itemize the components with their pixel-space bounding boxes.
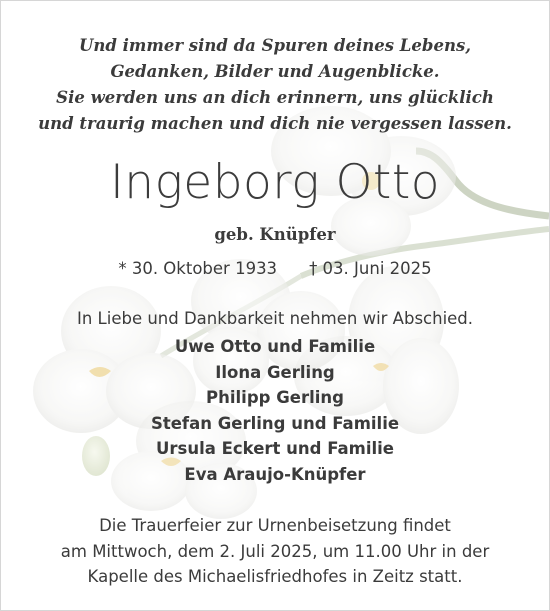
mourner-name: Uwe Otto und Familie	[174, 337, 376, 356]
mourner-name: Ursula Eckert und Familie	[155, 439, 395, 458]
funeral-service-info	[1, 513, 549, 590]
poem-line: und traurig machen und dich nie vergessen lassen.	[38, 114, 512, 133]
mourner-name: Philipp Gerling	[206, 388, 344, 407]
poem-line: Und immer sind da Spuren deines Lebens,	[79, 36, 471, 55]
poem-verse	[1, 33, 549, 137]
mourner-name: Eva Araujo-Knüpfer	[184, 464, 366, 484]
service-line: Kapelle des Michaelisfriedhofes in Zeitz statt.	[87, 567, 463, 586]
death-date: † 03. Juni 2025	[309, 259, 432, 278]
life-dates	[1, 259, 549, 278]
mourner-name: Ilona Gerling	[215, 362, 335, 382]
farewell-line: In Liebe und Dankbarkeit nehmen wir Abschied.	[76, 309, 474, 328]
service-line: Die Trauerfeier zur Urnenbeisetzung findet	[99, 516, 451, 535]
deceased-name: Ingeborg Otto	[109, 155, 441, 210]
mourners-list	[1, 334, 549, 487]
service-line: am Mittwoch, dem 2. Juli 2025, um 11.00 Uhr in der	[60, 541, 490, 561]
birth-date: * 30. Oktober 1933	[118, 259, 278, 278]
mourner-name: Stefan Gerling und Familie	[150, 413, 400, 433]
poem-line: Sie werden uns an dich erinnern, uns glücklich	[56, 88, 494, 107]
maiden-name: geb. Knüpfer	[214, 225, 336, 244]
poem-line: Gedanken, Bilder und Augenblicke.	[110, 62, 440, 81]
